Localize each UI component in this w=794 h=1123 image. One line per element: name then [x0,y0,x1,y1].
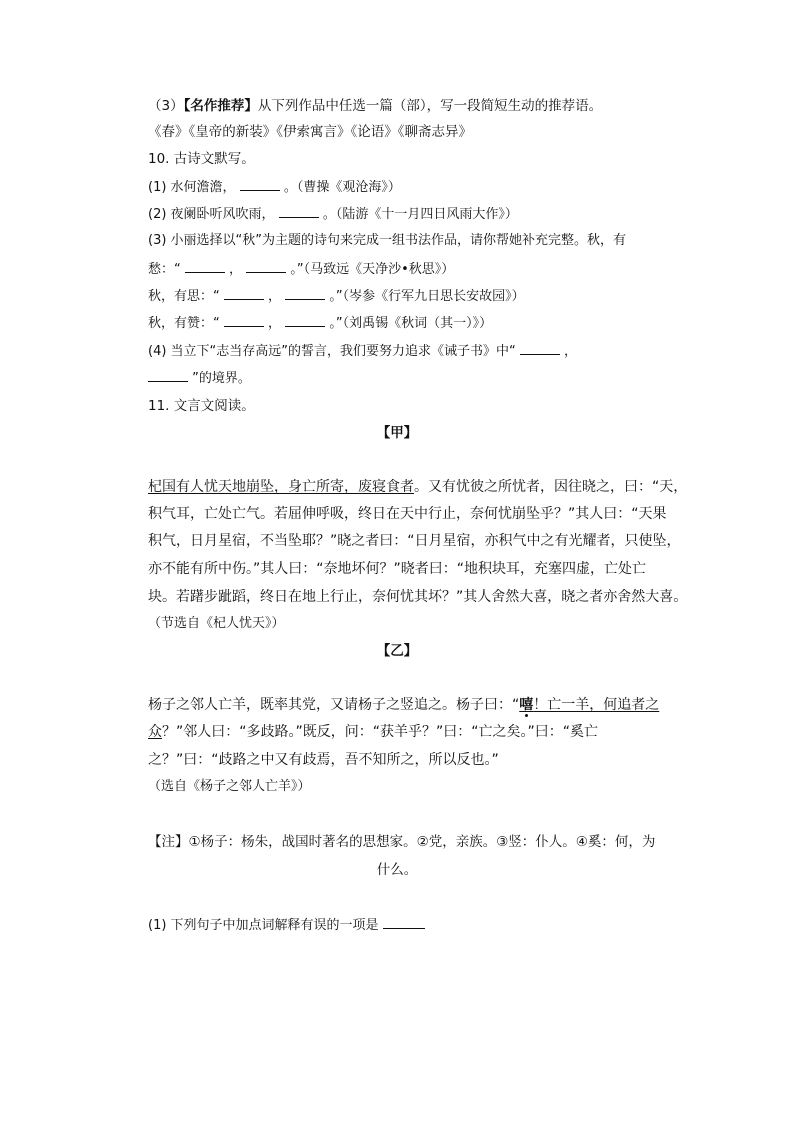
passage-jia-line-1 [148,477,687,497]
text: 愁：“ [148,262,181,277]
underlined-sentence: 杞国有人忧天地崩坠，身亡所寄，废寝食者 [148,479,414,495]
text: 秋，有思：“ [148,289,220,304]
text: (1) 下列句子中加点词解释有误的一项是 [148,918,379,933]
passage-yi-line-1 [148,695,659,715]
q3-line [148,96,602,116]
q3-tag: 【名作推荐】 [183,98,258,114]
answer-blank[interactable] [285,312,325,327]
annotation-line-2: 什么。 [376,862,418,878]
answer-blank[interactable] [240,176,280,191]
q10-item-2 [148,203,518,225]
q10-item-3-autumn-thought [148,285,525,307]
q11-sub-question-1 [148,914,425,936]
passage-jia-title: 【甲】 [376,425,418,441]
q10-item-1-source: 。（曹操《观沧海》） [283,180,401,195]
answer-blank[interactable] [224,312,264,327]
comma: ， [268,316,282,331]
passage-jia-line-3: 积气，日月星宿，不当坠耶？”晓之者曰：“日月星宿，亦积气中之有光耀者，只使坠， [148,533,681,549]
answer-blank[interactable] [246,258,286,273]
q3-prefix: （3） [148,98,184,114]
comma: ， [268,289,282,304]
passage-yi-line-2 [148,722,598,742]
source: 。”（岑参《行军九日思长安故园》） [329,289,525,304]
text: ？”邻人曰：“多歧路。”既反，问：“获羊乎？”曰：“亡之矣。”曰：“奚亡 [162,724,599,740]
q11-title: 11. 文言文阅读。 [148,398,255,414]
answer-blank[interactable] [185,258,225,273]
q10-item-3-autumn-sorrow [148,258,454,280]
source: 。”（刘禹锡《秋词（其一）》） [329,316,493,331]
answer-blank[interactable] [383,914,425,929]
q10-item-1-text: (1) 水何澹澹， [148,180,236,195]
q10-item-2-text: (2) 夜阑卧听风吹雨， [148,207,275,222]
text: (4) 当立下“志当存高远”的誓言，我们要努力追求《诫子书》中“ [148,344,516,359]
source: 。”（马致远《天净沙•秋思》） [290,262,455,277]
passage-yi-line-3: 之？”曰：“歧路之中又有歧焉，吾不知所之，所以反也。” [148,752,499,768]
passage-jia-line-4: 亦不能有所中伤。”其人曰：“奈地坏何？”晓者曰：“地积块耳，充塞四虚，亡处亡 [148,561,647,577]
passage-yi-title: 【乙】 [376,643,418,659]
q10-item-1 [148,176,401,198]
comma: ， [564,344,578,359]
passage-yi-source: （选自《杨子之邻人亡羊》） [148,779,311,794]
answer-blank[interactable] [148,367,188,382]
underlined-word: 众 [148,724,162,740]
answer-blank[interactable] [520,340,560,355]
q3-text: 从下列作品中任选一篇（部），写一段简短生动的推荐语。 [257,98,603,114]
text: ”的境界。 [192,371,251,386]
passage-jia-line-5: 块。若躇步跐蹈，终日在地上行止，奈何忧其坏？”其人舍然大喜，晓之者亦舍然大喜。 [148,589,688,605]
passage-jia-source: （节选自《杞人忧天》） [148,616,285,631]
q10-item-4 [148,340,577,362]
q10-title: 10. 古诗文默写。 [148,151,255,167]
q3-works: 《春》《皇帝的新装》《伊索寓言》《论语》《聊斋志异》 [148,124,472,140]
comma: ， [229,262,243,277]
annotation-line-1: 【注】①杨子：杨朱，战国时著名的思想家。②党，亲族。③竖：仆人。④奚：何，为 [148,834,656,850]
answer-blank[interactable] [224,285,264,300]
text: ！亡一羊，何追者之 [533,697,660,713]
q10-item-3-autumn-praise [148,312,492,334]
dotted-word: 嘻 [519,697,534,713]
passage-jia-line-2: 积气耳，亡处亡气。若屈伸呼吸，终日在天中行止，奈何忧崩坠乎？”其人曰：“天果 [148,506,667,522]
text: 杨子之邻人亡羊，既率其党，又请杨子之竖追之。杨子曰：“ [148,697,520,713]
q10-item-3: (3) 小丽选择以“秋”为主题的诗句来完成一组书法作品，请你帮她补充完整。秋，有 [148,233,627,248]
underlined-sentence [519,697,659,713]
q10-item-2-source: 。（陆游《十一月四日风雨大作》） [322,207,518,222]
answer-blank[interactable] [279,203,319,218]
q10-item-4-cont [148,367,251,389]
answer-blank[interactable] [285,285,325,300]
text: 秋，有赞：“ [148,316,220,331]
text: 。又有忧彼之所忧者，因往晓之，曰：“天， [414,479,688,495]
